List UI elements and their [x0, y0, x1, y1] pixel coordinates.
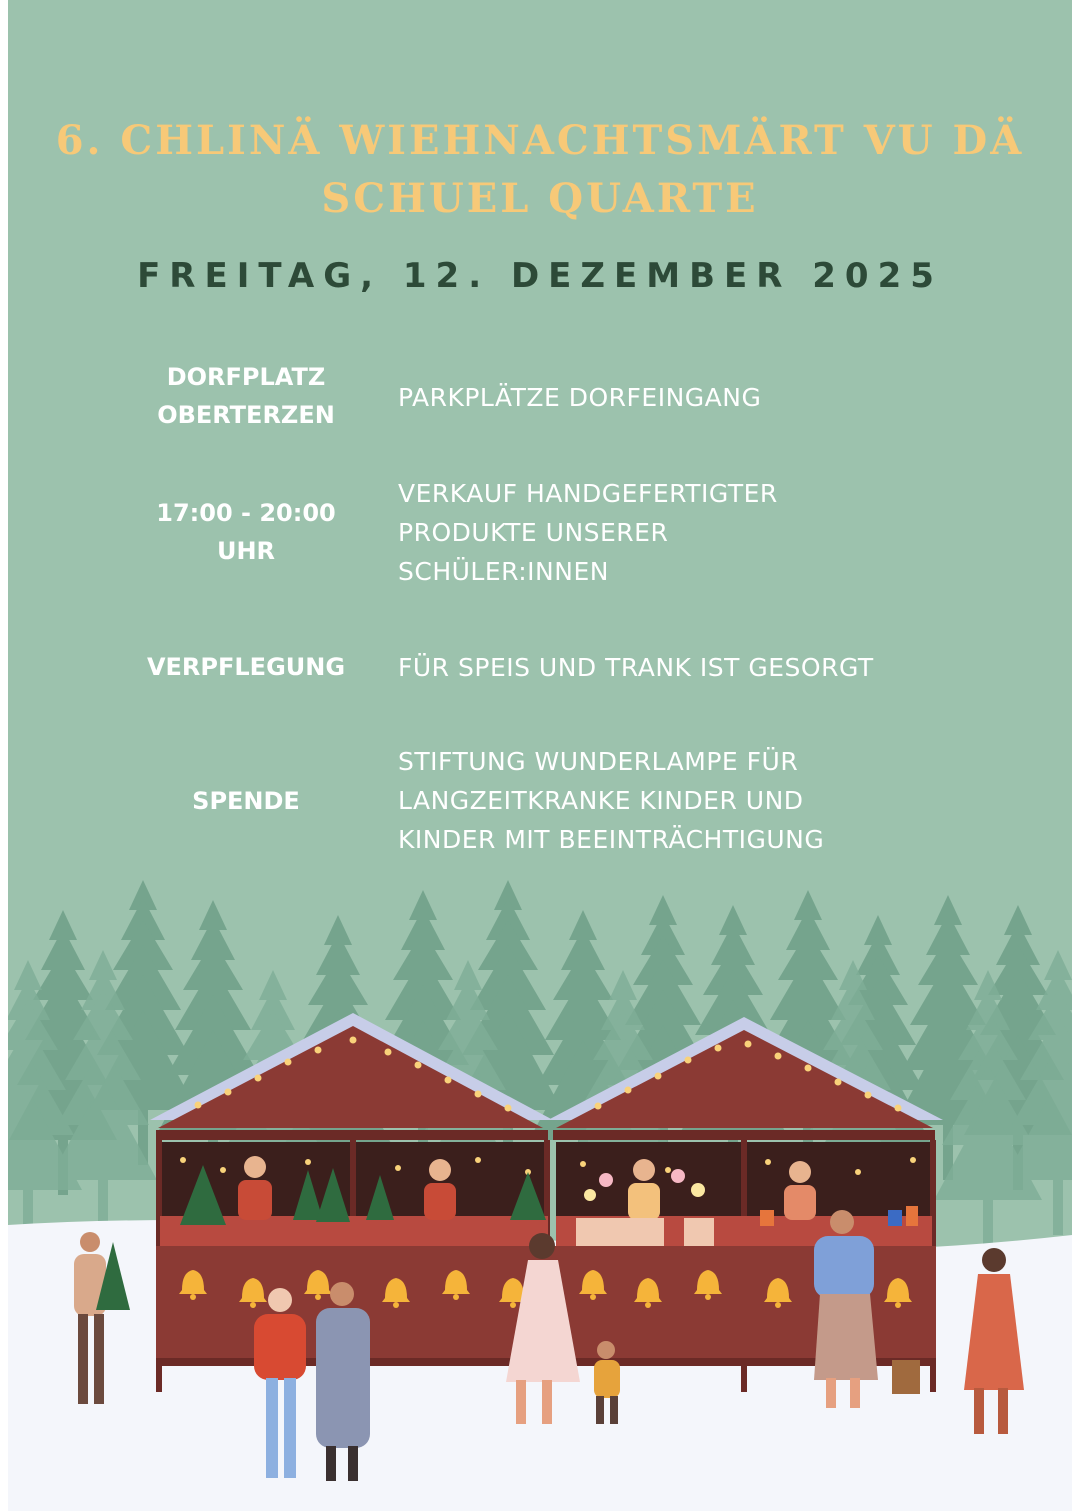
- value-line: SCHÜLER:INNEN: [398, 557, 609, 586]
- row-label: [126, 782, 366, 820]
- market-illustration: [8, 880, 1072, 1511]
- label-line: SPENDE: [192, 787, 300, 815]
- label-line: VERPFLEGUNG: [146, 653, 346, 681]
- label-line: 17:00 - 20:00: [156, 499, 336, 527]
- value-line: STIFTUNG WUNDERLAMPE FÜR: [398, 747, 799, 776]
- label-line: UHR: [216, 537, 276, 565]
- value-line: LANGZEITKRANKE KINDER UND: [398, 786, 804, 815]
- label-line: DORFPLATZ: [166, 363, 326, 391]
- row-label: [126, 648, 366, 686]
- poster-title: [8, 112, 1072, 228]
- value-line: PARKPLÄTZE DORFEINGANG: [398, 383, 762, 412]
- value-line: VERKAUF HANDGEFERTIGTER: [398, 479, 778, 508]
- value-line: FÜR SPEIS UND TRANK IST GESORGT: [398, 653, 874, 682]
- event-date: FREITAG, 12. DEZEMBER 2025: [137, 256, 943, 296]
- title-line-1: 6. CHLINÄ WIEHNACHTSMÄRT VU DÄ: [55, 117, 1025, 164]
- value-line: KINDER MIT BEEINTRÄCHTIGUNG: [398, 825, 825, 854]
- row-label: [126, 358, 366, 434]
- value-line: PRODUKTE UNSERER: [398, 518, 669, 547]
- poster: [8, 0, 1072, 1511]
- row-value: [398, 474, 1018, 591]
- row-label: [126, 494, 366, 570]
- label-line: OBERTERZEN: [157, 401, 335, 429]
- row-value: [398, 742, 1018, 859]
- row-value: [398, 378, 1018, 417]
- row-value: [398, 648, 1018, 687]
- title-line-2: SCHUEL QUARTE: [321, 175, 759, 222]
